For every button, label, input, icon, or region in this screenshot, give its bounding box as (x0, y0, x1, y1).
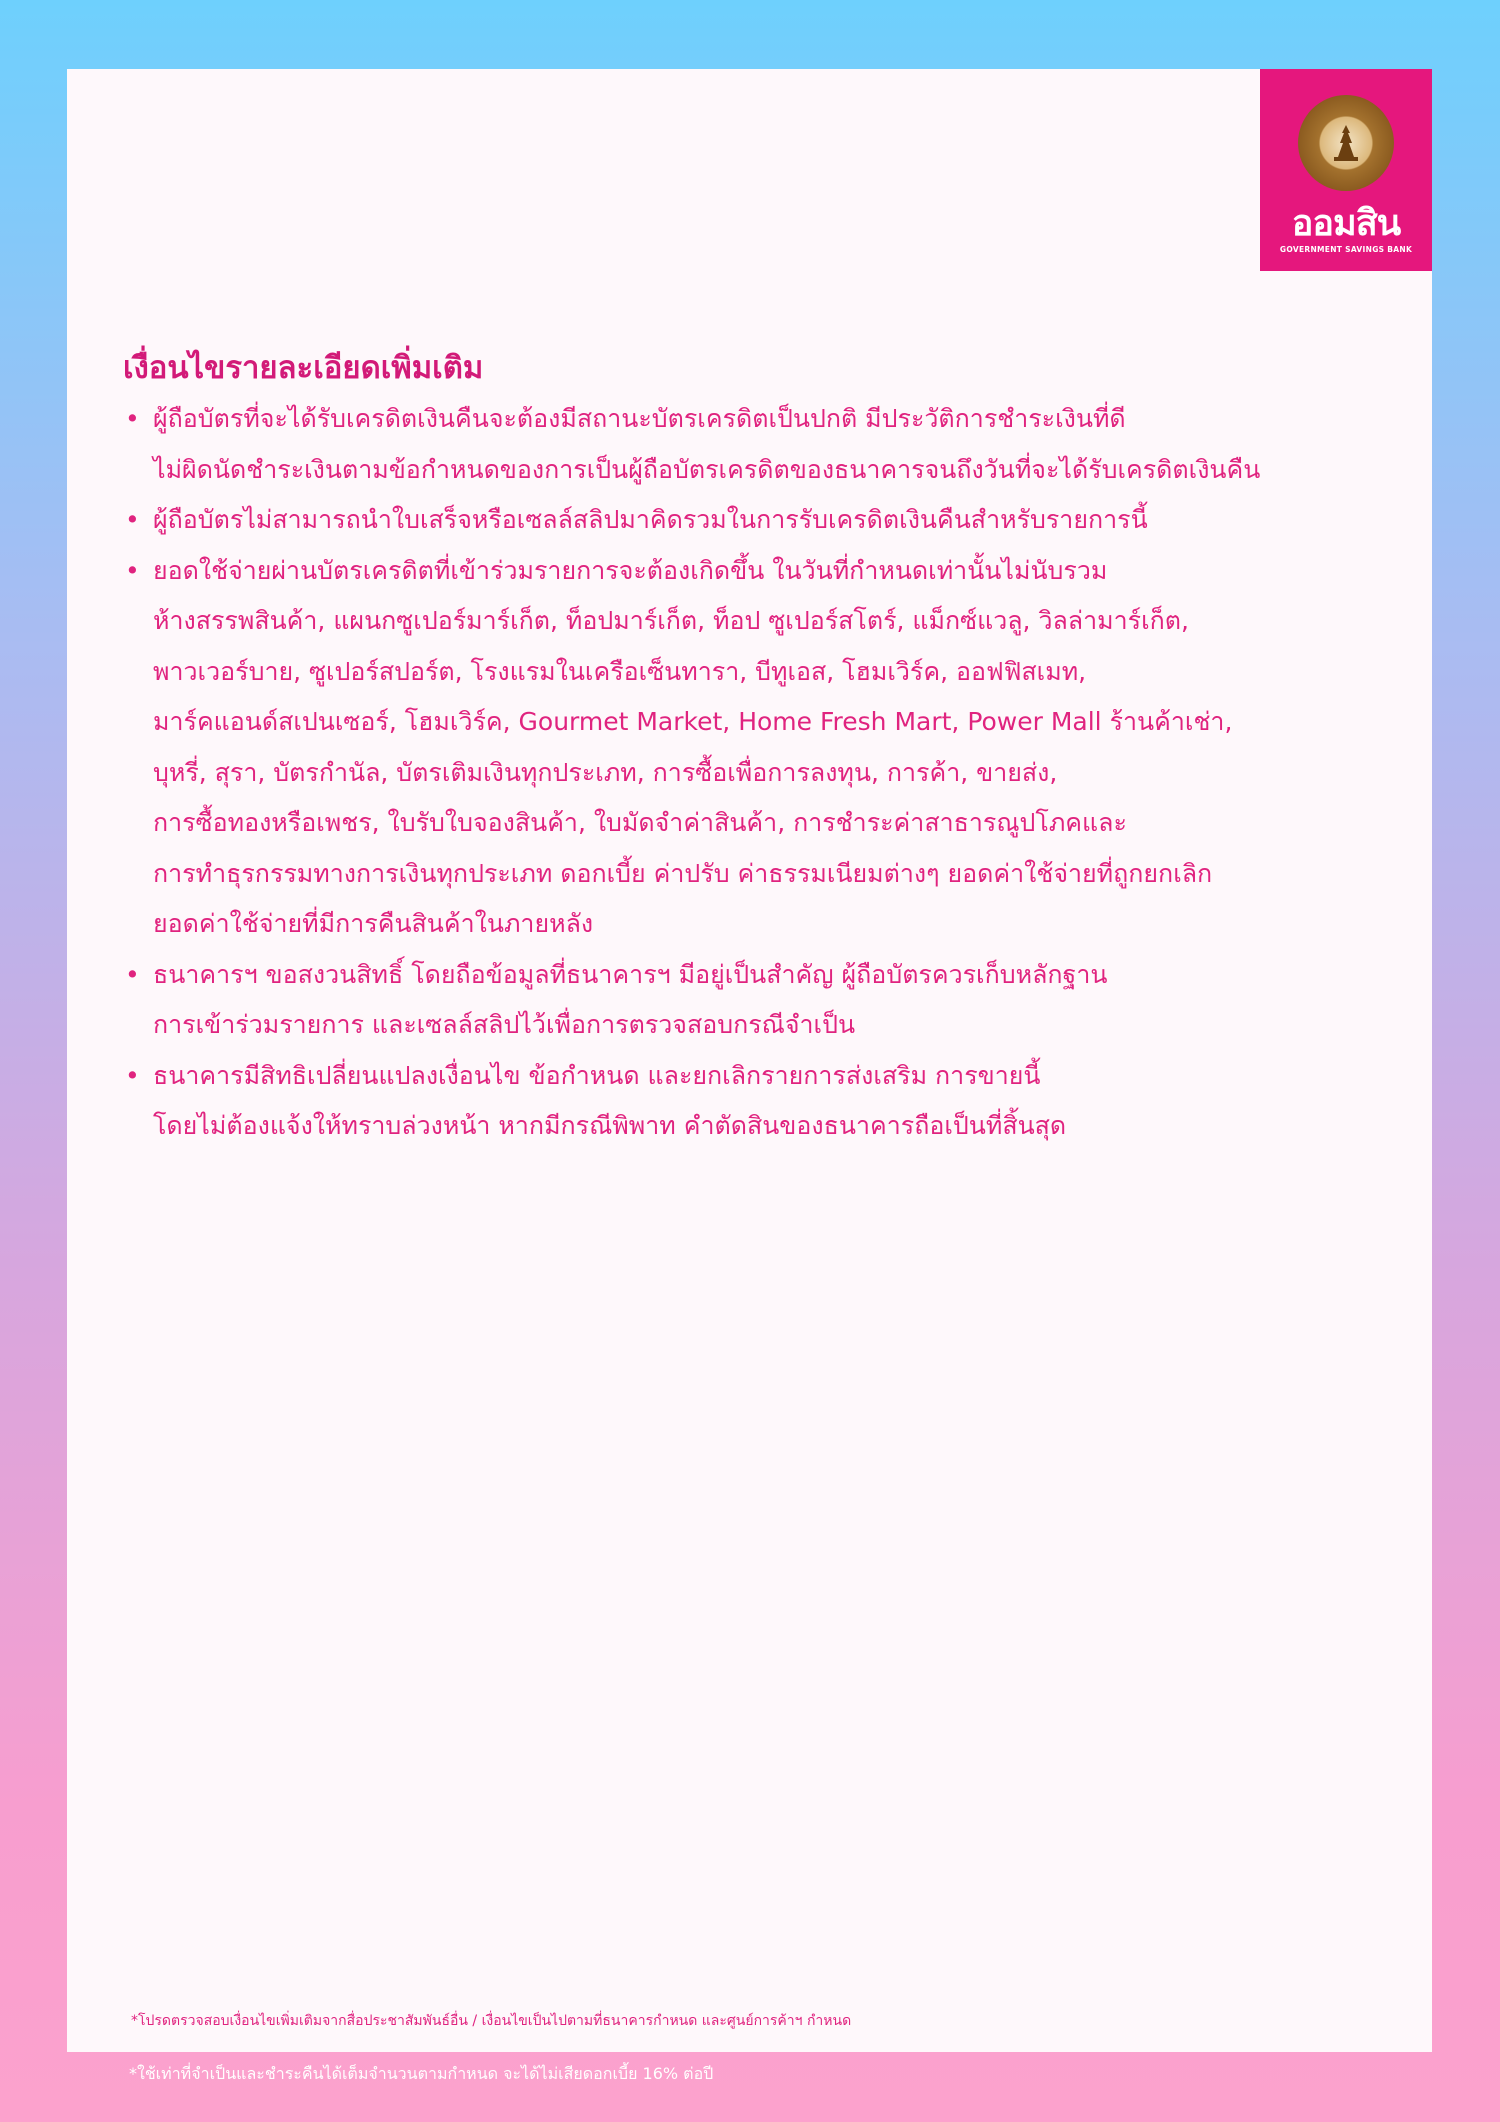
terms-heading: เงื่อนไขรายละเอียดเพิ่มเติม (123, 350, 484, 386)
terms-card (67, 69, 1432, 2052)
terms-line: ผู้ถือบัตรไม่สามารถนำใบเสร็จหรือเซลล์สลิปมาคิดรวมในการรับเครดิตเงินคืนสำหรับรายการนี้ (153, 505, 1148, 534)
terms-line: ผู้ถือบัตรที่จะได้รับเครดิตเงินคืนจะต้องมีสถานะบัตรเครดิตเป็นปกติ มีประวัติการชำระเงินที่ดี (153, 404, 1126, 433)
logo-subtitle: GOVERNMENT SAVINGS BANK (1279, 245, 1413, 254)
terms-line: ห้างสรรพสินค้า, แผนกซูเปอร์มาร์เก็ต, ท็อปมาร์เก็ต, ท็อป ซูเปอร์สโตร์, แม็กซ์แวลู, วิลล่ามาร์เก็ต, (153, 606, 1189, 635)
terms-item (123, 950, 1423, 1051)
terms-line: ยอดค่าใช้จ่ายที่มีการคืนสินค้าในภายหลัง (153, 909, 594, 938)
footer-warning: *ใช้เท่าที่จำเป็นและชำระคืนได้เต็มจำนวนตามกำหนด จะได้ไม่เสียดอกเบี้ย 16% ต่อปี (129, 2064, 714, 2083)
bullet-icon: • (125, 1060, 140, 1090)
terms-line: การซื้อทองหรือเพชร, ใบรับใบจองสินค้า, ใบมัดจำค่าสินค้า, การชำระค่าสาธารณูปโภคและ (153, 808, 1127, 837)
terms-line: การทำธุรกรรมทางการเงินทุกประเภท ดอกเบี้ย ค่าปรับ ค่าธรรมเนียมต่างๆ ยอดค่าใช้จ่ายที่ถูกยกเลิก (153, 858, 1213, 888)
terms-line: บุหรี่, สุรา, บัตรกำนัล, บัตรเติมเงินทุกประเภท, การซื้อเพื่อการลงทุน, การค้า, ขายส่ง, (153, 757, 1058, 787)
terms-item (123, 495, 1423, 546)
seal-emblem-icon (1328, 123, 1364, 163)
terms-line: โดยไม่ต้องแจ้งให้ทราบล่วงหน้า หากมีกรณีพิพาท คำตัดสินของธนาคารถือเป็นที่สิ้นสุด (153, 1111, 1067, 1140)
gsb-seal-icon (1298, 95, 1394, 191)
terms-item (123, 1051, 1423, 1152)
bullet-icon: • (125, 959, 140, 989)
terms-line: การเข้าร่วมรายการ และเซลล์สลิปไว้เพื่อการตรวจสอบกรณีจำเป็น (153, 1010, 856, 1039)
gsb-logo (1260, 69, 1432, 271)
terms-line: พาวเวอร์บาย, ซูเปอร์สปอร์ต, โรงแรมในเครือเซ็นทารา, บีทูเอส, โฮมเวิร์ค, ออฟฟิสเมท, (153, 656, 1087, 686)
terms-line: มาร์คแอนด์สเปนเซอร์, โฮมเวิร์ค, Gourmet Market, Home Fresh Mart, Power Mall ร้านค้าเช่า, (153, 707, 1233, 736)
terms-line: ยอดใช้จ่ายผ่านบัตรเครดิตที่เข้าร่วมรายการจะต้องเกิดขึ้น ในวันที่กำหนดเท่านั้นไม่นับรวม (153, 555, 1108, 585)
bullet-icon: • (125, 404, 140, 433)
terms-item (123, 394, 1423, 495)
terms-line: ธนาคารฯ ขอสงวนสิทธิ์ โดยถือข้อมูลที่ธนาคารฯ มีอยู่เป็นสำคัญ ผู้ถือบัตรควรเก็บหลักฐาน (153, 959, 1108, 989)
terms-line: ธนาคารมีสิทธิเปลี่ยนแปลงเงื่อนไข ข้อกำหนด และยกเลิกรายการส่งเสริม การขายนี้ (153, 1060, 1041, 1090)
disclaimer-note: *โปรดตรวจสอบเงื่อนไขเพิ่มเติมจากสื่อประชาสัมพันธ์อื่น / เงื่อนไขเป็นไปตามที่ธนาคารกำหนด และศูนย์การค้าฯ กำหนด (131, 2013, 852, 2029)
logo-name: ออมสิน (1291, 203, 1401, 244)
terms-list (123, 394, 1423, 1152)
bullet-icon: • (125, 505, 140, 534)
bullet-icon: • (125, 555, 140, 585)
terms-item (123, 546, 1423, 950)
terms-line: ไม่ผิดนัดชำระเงินตามข้อกำหนดของการเป็นผู้ถือบัตรเครดิตของธนาคารจนถึงวันที่จะได้รับเครดิตเงินคืน (153, 454, 1261, 484)
